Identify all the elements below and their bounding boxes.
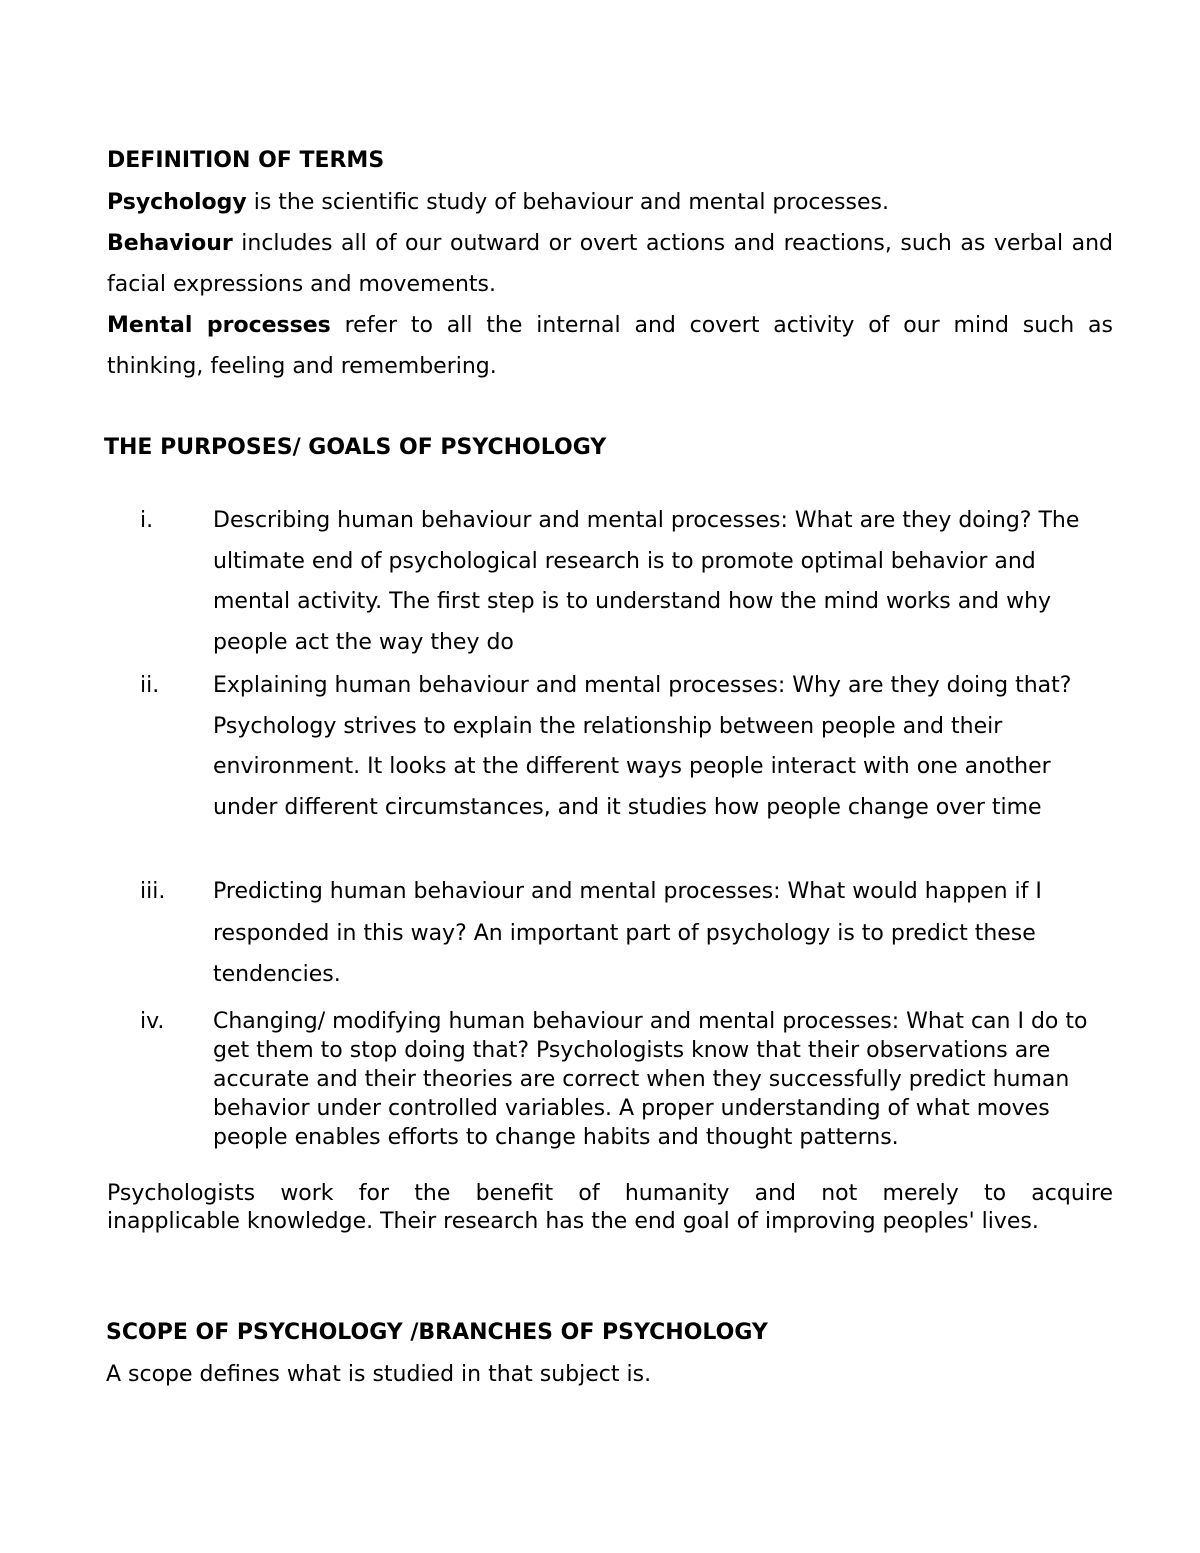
goals-closing-line-2: inapplicable knowledge. Their research has the end goal of improving peoples' lives.	[107, 1209, 1039, 1234]
definition-mental-processes-text: refer to all the internal and covert activity of our mind such as thinking, feeling and remembering.	[107, 313, 1114, 379]
goals-heading: THE PURPOSES/ GOALS OF PSYCHOLOGY	[104, 435, 607, 460]
goals-closing-line-1: Psychologists work for the benefit of humanity and not merely to acquire	[107, 1181, 1113, 1206]
term-psychology: Psychology	[107, 190, 247, 215]
scope-text: A scope defines what is studied in that subject is.	[106, 1362, 652, 1387]
scope-heading: SCOPE OF PSYCHOLOGY /BRANCHES OF PSYCHOLOGY	[106, 1320, 768, 1345]
list-text: Changing/ modifying human behaviour and mental processes: What can I do to get them to stop doing that? Psychologists know that their observations are accurate and their theories are correct when they successfully predict human behavior under controlled variables. A proper understanding of what moves people enables efforts to change habits and thought patterns.	[213, 1009, 1088, 1150]
list-number: iii.	[140, 879, 166, 904]
list-number: ii.	[140, 673, 160, 698]
list-text: Predicting human behaviour and mental processes: What would happen if I responded in this way? An important part of psychology is to predict these tendencies.	[213, 879, 1042, 987]
goals-closing-paragraph	[107, 1180, 1113, 1236]
definition-mental-processes	[107, 305, 1113, 387]
definition-behaviour	[107, 223, 1113, 305]
term-mental-processes: Mental processes	[107, 313, 331, 338]
list-text: Explaining human behaviour and mental processes: Why are they doing that? Psychology strives to explain the relationship between people and their environment. It looks at the different ways people interact with one another under different circumstances, and it studies how people change over time	[213, 673, 1072, 820]
definition-psychology-text: is the scientific study of behaviour and mental processes.	[246, 190, 889, 215]
list-number: i.	[140, 508, 154, 533]
term-behaviour: Behaviour	[107, 231, 233, 256]
definitions-heading: DEFINITION OF TERMS	[107, 148, 385, 173]
definition-behaviour-text: includes all of our outward or overt actions and reactions, such as verbal and facial expressions and movements.	[107, 231, 1113, 297]
definition-psychology	[107, 182, 1113, 223]
list-text: Describing human behaviour and mental processes: What are they doing? The ultimate end of psychological research is to promote optimal behavior and mental activity. The first step is to understand how the mind works and why people act the way they do	[213, 508, 1080, 655]
list-number: iv.	[140, 1009, 165, 1034]
